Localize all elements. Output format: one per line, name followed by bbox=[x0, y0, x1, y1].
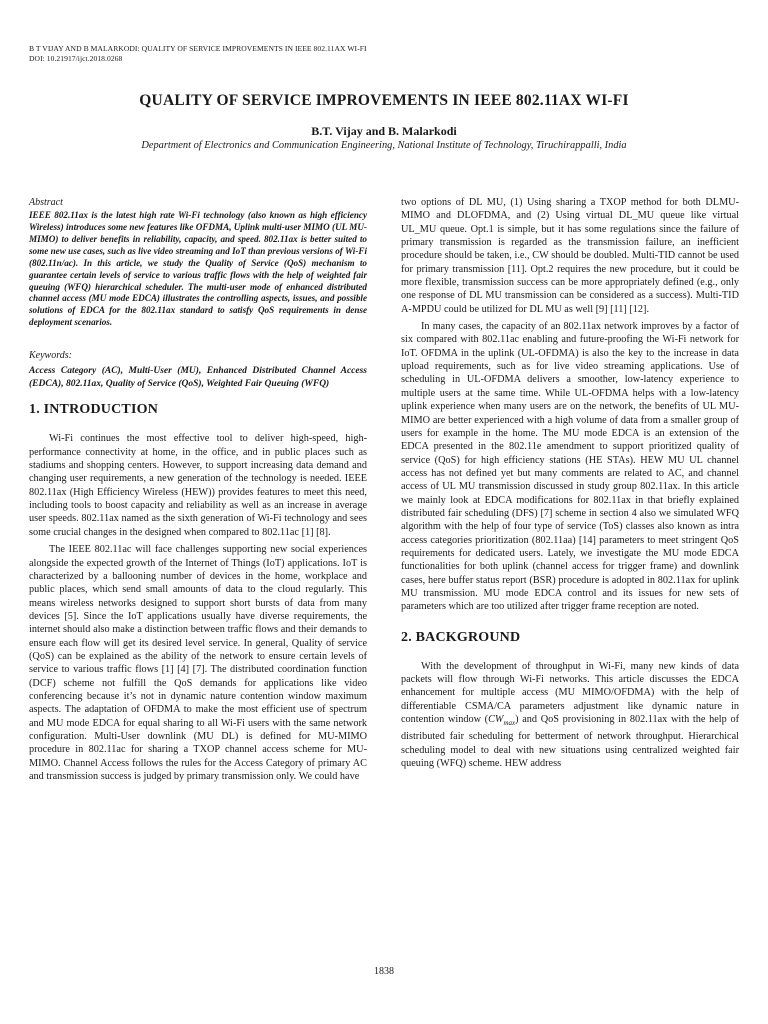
background-text-start: With the development of throughput in Wi-Fi, many new kinds of data packets will flow through Wi-Fi networks. This article discusses the EDCA enhancement for multiple access (MU MIMO/OFDMA) with the help of differentiable CSMA/CA parameters adjustment like dynamic nature in contention window ( bbox=[401, 660, 739, 726]
paper-title: QUALITY OF SERVICE IMPROVEMENTS IN IEEE 802.11AX WI-FI bbox=[139, 92, 629, 109]
abstract-label: Abstract bbox=[29, 197, 63, 208]
intro-paragraph-3: two options of DL MU, (1) Using sharing a TXOP method for both DLMU-MIMO and DLOFDMA, and (2) Using virtual DL_MU queue like virtual UL_MU queue. Opt.1 is simple, but it has some regulations since the failure of primary transmission is regarded as the transmission failure, an inefficient procedure should be taken, i.e., CW should be doubled. Multi-TID cannot be used for primary transmission [11]. Opt.2 requires the new procedure, but it could be more flexible, transmission success can be more appropriately defined (e.g., only one response of DL MU transmission can be considered as a success). Multi-TID A-MPDU could be utilized for DL MU as well [9] [11] [12]. bbox=[401, 197, 739, 315]
right-column bbox=[401, 196, 739, 770]
abstract-text: IEEE 802.11ax is the latest high rate Wi-Fi technology (also known as high efficiency Wireless) introduces some new features like OFDMA, Uplink multi-user MIMO (UL MU-MIMO) to deliver benefits in reliability, capacity, and speed. 802.11ax is better suited to some new use cases, such as live video streaming and IoT than previous versions of Wi-Fi (802.11n/ac). In this article, we study the Quality of Service (QoS) mechanism to guarantee certain levels of service to various traffic flows with the help of weighted fair queuing (WFQ) hierarchical scheduler. The multi-user mode of enhanced distributed channel access (MU mode EDCA) illustrates the controlling aspects, issues, and possible solutions of EDCA for the 802.11ax standard to satisfy QoS requirements in dense deployment scenarios. bbox=[29, 210, 367, 328]
left-column bbox=[29, 196, 367, 783]
background-paragraph-1 bbox=[401, 660, 739, 771]
background-text-end: ) and QoS provisioning in 802.11ax with the help of distributed fair scheduling for betterment of network throughput. Hierarchical scheduling model to deal with new situations using centralized weighted fair queuing (WFQ) scheme. HEW address bbox=[401, 714, 739, 770]
cw-variable: $CW_{max}$ bbox=[488, 714, 516, 728]
cw-subscript: max bbox=[503, 719, 516, 728]
authors: B.T. Vijay and B. Malarkodi bbox=[311, 124, 457, 138]
keywords-text: Access Category (AC), Multi-User (MU), Enhanced Distributed Channel Access (EDCA), 802.11ax, Quality of Service (QoS), Weighted Fair Queuing (WFQ) bbox=[29, 366, 367, 389]
doi: DOI: 10.21917/ijct.2018.0268 bbox=[29, 54, 123, 63]
intro-paragraph-2: The IEEE 802.11ac will face challenges supporting new social experiences alongside the expected growth of the Internet of Things (IoT) applications. IoT is characterized by a ballooning number of devices in the home, workplace and public places, which send small amounts of data to the cloud regularly. This means wireless networks designed to support short bursts of data from many devices [5]. Since the IoT applications usually have diverse requirements, the internet should also make a distinction between traffic flows and their demands to ensure each flow will get its desired level service. In general, Quality of service (QoS) can be explained as the ability of the network to ensure certain levels of service to various traffic flows [1] [4] [7]. The distributed coordination function (DCF) scheme not fulfill the QoS demands for applications like video conferencing because it’s not in dynamic nature contention window maximum aspects. The adaptation of OFDMA to make the most efficient use of spectrum and MU mode EDCA for equal sharing to all Wi-Fi users with the same network configuration. Multi-User downlink (MU DL) is defined for MU-MIMO procedure in 802.11ac for sharing a TXOP channel access scheme for MU-MIMO. Channel Access follows the rules for the Access Category of primary AC and transmission success is judged by primary transmission only. We could have bbox=[29, 544, 367, 782]
intro-paragraph-1: Wi-Fi continues the most effective tool to deliver high-speed, high-performance connectivity at home, in the office, and in public places such as stadiums and shopping centers. However, to support increasing data demand and changing user requirements, a new generation of the technology is needed. IEEE 802.11ax (High Efficiency Wireless (HEW)) provides features to meet this need, including tools to boost capacity and reliability as well as an increase in average user speeds. 802.11ax named as the sixth generation of Wi-Fi technology and sees some crucial changes in the designed when compared to 802.11ac [1] [8]. bbox=[29, 433, 367, 538]
section-heading-background: 2. BACKGROUND bbox=[401, 629, 521, 645]
affiliation: Department of Electronics and Communication Engineering, National Institute of Technology, Tiruchirappalli, India bbox=[141, 140, 627, 151]
running-title: B T VIJAY AND B MALARKODI: QUALITY OF SERVICE IMPROVEMENTS IN IEEE 802.11AX WI-FI bbox=[29, 44, 367, 53]
intro-paragraph-4: In many cases, the capacity of an 802.11ax network improves by a factor of six compared with 802.11ac enabling and future-proofing the Wi-Fi network for IoT. OFDMA in the uplink (UL-OFDMA) is also the key to the increase in data upload requirements, such as for live video streaming applications. Use of scheduling in UL-OFDMA delivers a smoother, low-latency experience to multiple users at the same time. While UL-OFDMA helps with a low-latency uplink experience when many users are on the network, the benefits of UL MU-MIMO are better experienced with a high volume of data from a smaller group of users for example in the home. The MU mode EDCA is an extension of the EDCA presented in the 802.11e amendment to support prioritized quality of service (QoS) for high efficiency stations (HE STAs). HEW MU UL channel access has not defined yet but many comments are related to AC, and channel access of UL MU transmission discussed in study group 802.11ax. In this article we mainly look at EDCA modifications for 802.11ax in that briefly explained distributed fair scheduling (DFS) [7] scheme in section 4 also we simulated WFQ algorithm with the help of four type of service (ToS) classes also known as intra access categories prioritization (802.11aa) [14] parameters to meet stringent QoS requirements for dedicated users. Lately, we investigate the MU mode EDCA functionalities for both uplink (channel access for trigger frame) and downlink cases, here buffer status report (BSR) procedure is adopted in 802.11ax for uplink MU transmission. MU mode EDCA control and its issues for new sets of parameters which are too utilized after trigger frame reception are noted. bbox=[401, 321, 739, 613]
page-number: 1838 bbox=[374, 966, 394, 977]
keywords-label: Keywords: bbox=[29, 350, 72, 362]
running-header bbox=[29, 44, 367, 64]
section-heading-introduction: 1. INTRODUCTION bbox=[29, 402, 159, 418]
